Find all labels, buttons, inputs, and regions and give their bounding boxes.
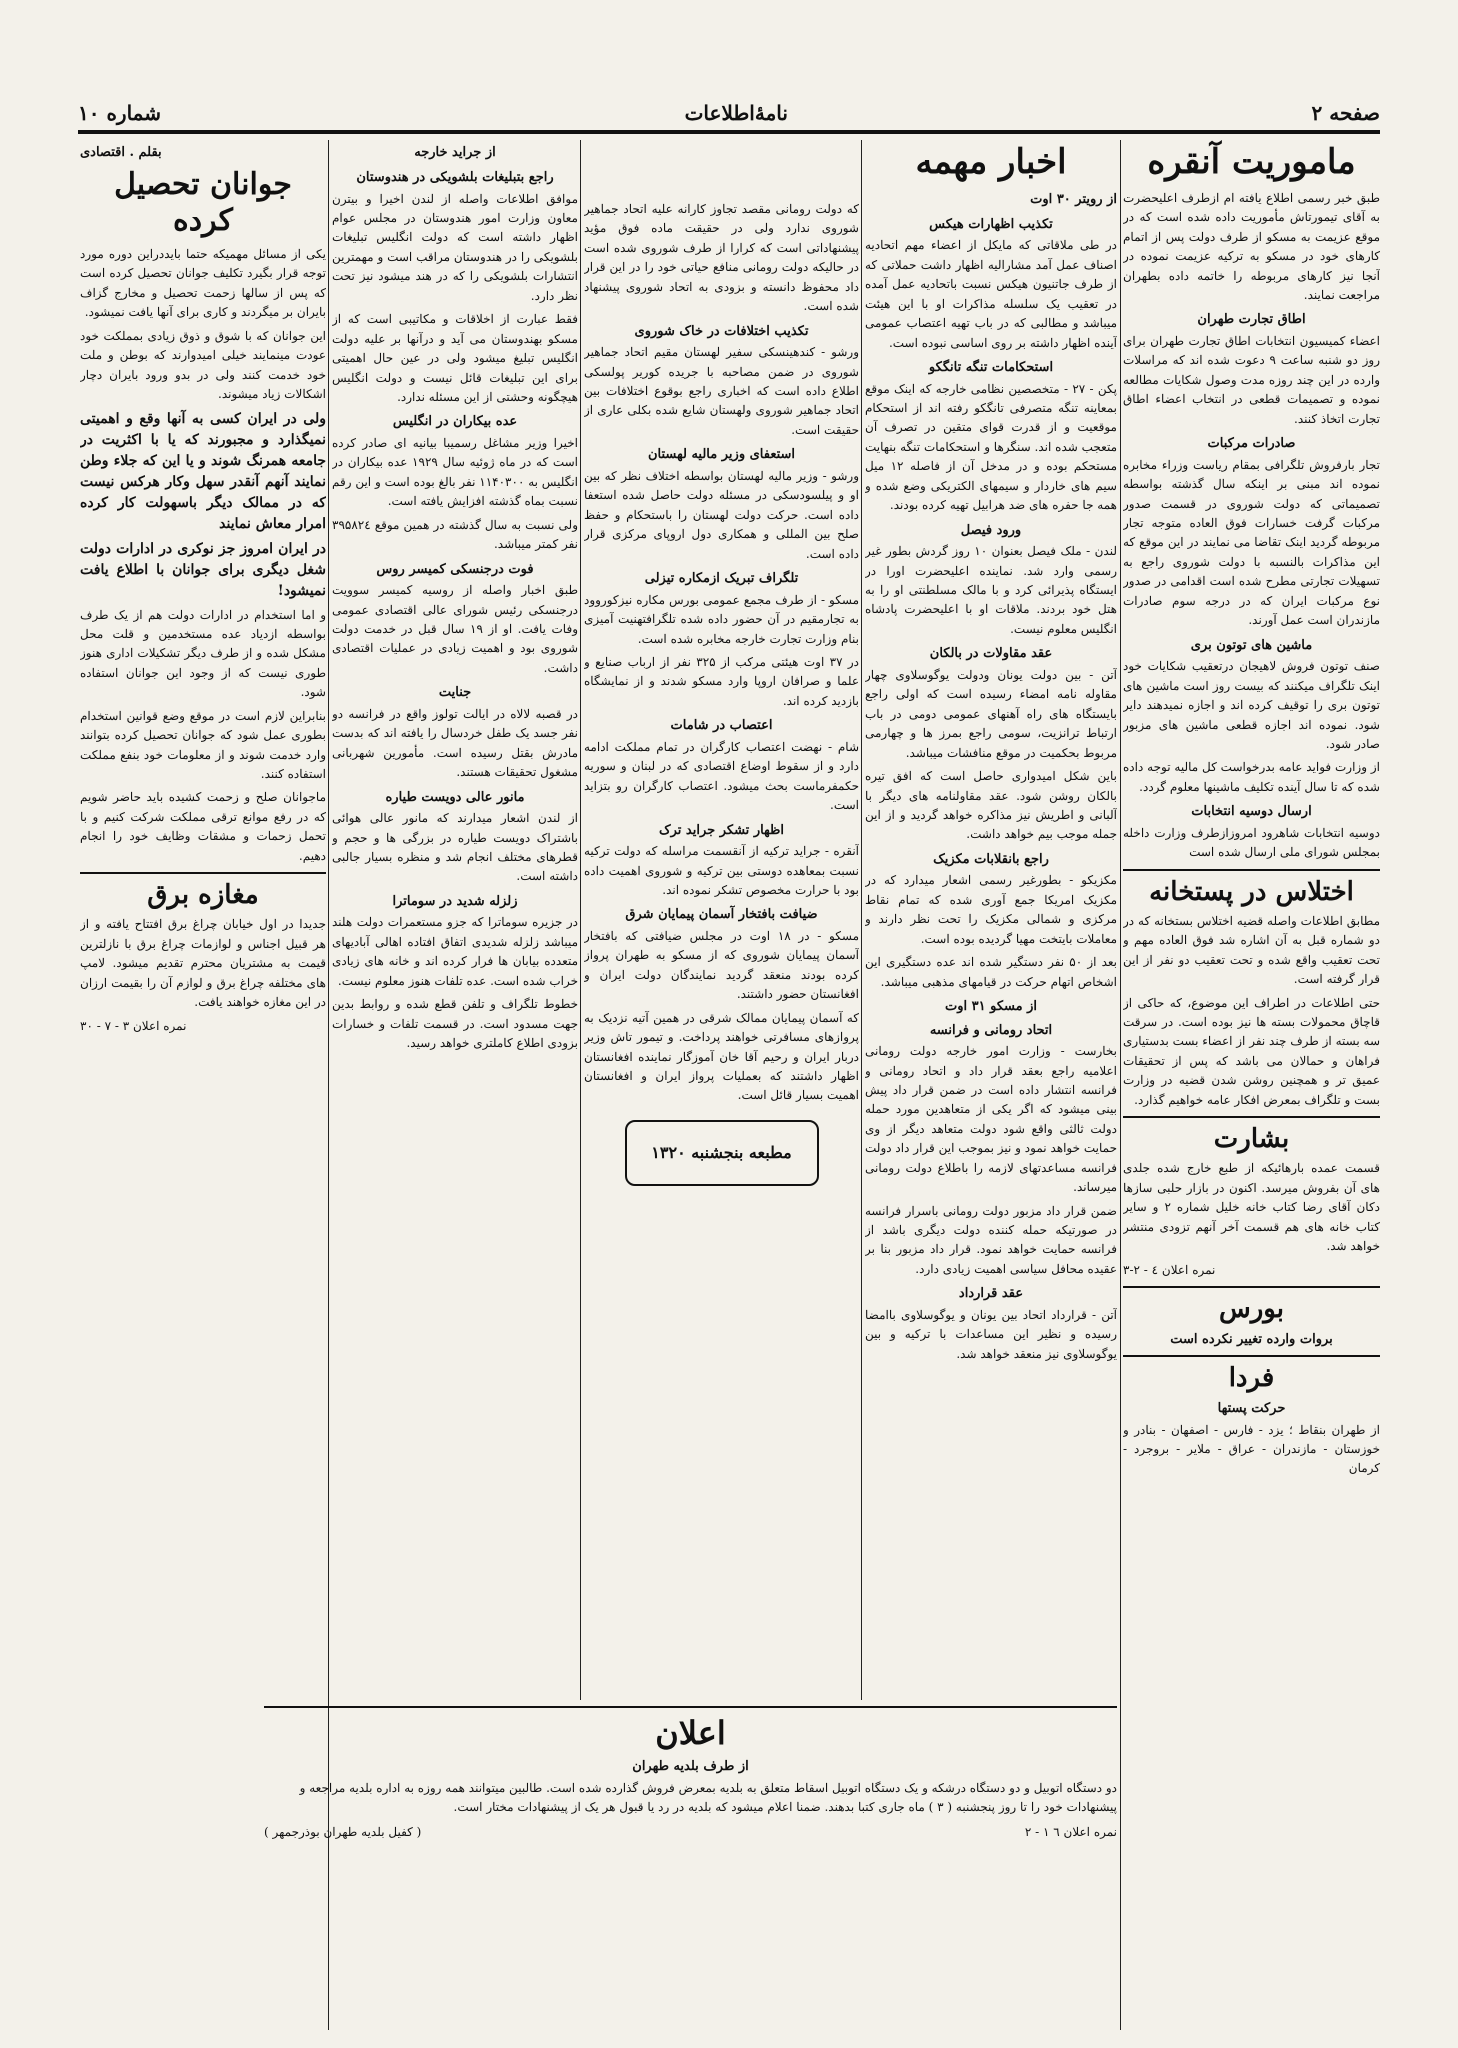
article-lithuania: ورشو - کندهینسکی سفیر لهستان مقیم اتحاد جماهیر شوروی در ضمن مصاحبه با جریده کوریر پولسکی اطلاع داده است که اخباری راجع بوقوع اختلافات بین اتحاد جماهیر شوروی ولهستان شایع شده بکلی عاری از حقیقت است. — [584, 345, 859, 437]
heading-balkans: عقد مقاولات در بالکان — [929, 646, 1053, 662]
kicker-foreign-press: از جراید خارجه — [414, 145, 496, 160]
heading-machines: ماشین های توتون بری — [1190, 637, 1313, 653]
heading-india: راجع بتبلیغات بلشویکی در هندوستان — [356, 170, 554, 186]
kicker-economic: بقلم . اقتصادی — [80, 145, 162, 160]
heading-plane: مانور عالی دویست طیاره — [385, 789, 525, 805]
ad-shop: جدیدا در اول خیابان چراغ برق افتتاح یافته و از هر قبیل اجناس و لوازمات چراغ برق با نازلترین قیمت به مشتریان محترم تقدیم میشود. لامپ های مختلفه چراغ برق و لوازم آن را بقیمت ارزان در این مغازه خواهند یافت. — [80, 917, 326, 1010]
ad-number: نمره اعلان ٤ - ٢-٣ — [1123, 1262, 1216, 1277]
article-banquet-2: که آسمان پیمایان ممالک شرقی در همین آتیه نزدیک به پروازهای مسافرتی خواهند پرداخت. و تیمور تاش وزیر دربار ایران و رحیم آقا خان آموزگار نماینده افغانستان اظهار داشتند که بعملیات پرواز ایران و افغانستان اهمیت بسیار قائل است. — [584, 1010, 859, 1103]
article-balkans-2: باین شکل امیدواری حاصل است که افق تیره بالکان روشن شود. عقد مقاولنامه های دیگر با آلبانی و اطریش نیز مذاکره خواهد گردید و از این جمله موجب بیم خواهد داشت. — [865, 769, 1117, 842]
article-graduates-bold-2: در ایران امروز جز نوکری در ادارات دولت شغل دیگری برای جوانان با اطلاع یافت نمیشود! — [80, 540, 326, 599]
divider — [1123, 869, 1380, 871]
stamp-label: مطبعه بنجشنبه ۱۳۲۰ — [651, 1142, 792, 1162]
heading-resign: استعفای وزیر مالیه لهستان — [647, 447, 796, 463]
headline-important-news: اخبار مهمه — [915, 142, 1067, 182]
article-plane: از لندن اشعار میدارند که مانور عالی هوائی باشتراک دویست طیاره در بزرگی ها و حجم و قطرهای مختلف انجام شد و منظره بسیار جالبی داشته است. — [332, 811, 578, 884]
article-machines: صنف توتون فروش لاهیجان درتعقیب شکایات خود اینک تلگراف میکنند که بیست روز است ماشین های توتون بری را توقیف کرده اند و اجازه نمیدهند دایر شود. نموده اند اجازه قطعی ماشین های مزبور صادر شود. — [1123, 659, 1380, 751]
article-union-2: ضمن قرار داد مزبور دولت رومانی باسرار فرانسه در صورتیکه حمله کننده دولت دیگری باشد از فرانسه حمایت خواهد نمود. قرار داد مزبور بنا بر عقیده محافل سیاسی اهمیت زیادی دارد. — [865, 1203, 1117, 1276]
headline-tomorrow: فردا — [1228, 1362, 1275, 1393]
article-graduates-4: بنابراین لازم است در موقع وضع قوانین استخدام بطوری عمل شود که جوانان تحصیل کرده بتوانند وارد خدمت شوند و از معلومات خود بنفع مملکت استفاده کنند. — [80, 708, 326, 782]
article-graduates-bold-1: ولی در ایران کسی به آنها وقع و اهمیتی نمیگذارد و مجبورند که یا با اکثریت در جامعه همرنگ شوند و یا این که جلاء وطن نمایند آنهم آنقدر سهل وکار هرکس نیست که در ممالک دیگر باسهولت کار کرده امرار معاش نمایند — [80, 410, 326, 532]
heading-unemployed: عده بیکاران در انگلیس — [392, 414, 518, 430]
heading-banquet: ضیافت بافتخار آسمان پیمایان شرق — [625, 907, 818, 923]
notice-subtitle: از طرف بلدیه طهران — [632, 1759, 749, 1774]
article-embezzle-2: حتی اطلاعات در اطراف این موضوع، که حاکی از قاچاق محمولات بسته ها نیز بوده است. در سرقت سه بسته از طرف چند نفر از اعضاء بست بدستیاری فراهان و حمالان می باشد که پس از تحقیقات عمیق تر و همچنین روشن شدن قضیه در وزارت بست و تلگراف بمعرض افکار عامه خواهیم گذارد. — [1123, 995, 1380, 1107]
article-quake-2: خطوط تلگراف و تلفن قطع شده و روابط بدین جهت مسدود است. در قسمت تلفات و خسارات بزودی اطلاع کاملتری خواهد رسید. — [332, 997, 578, 1051]
heading-turkish: اظهار تشکر جراید ترک — [658, 822, 785, 838]
heading-post: حرکت پستها — [1217, 1400, 1286, 1416]
article-ministry: از وزارت فواید عامه بدرخواست کل مالیه توجه داده شده که تا سال آینده تکلیف ماشینها معلوم گردد. — [1123, 760, 1380, 794]
headline-glad: بشارت — [1213, 1124, 1290, 1155]
column-rule — [861, 140, 862, 1700]
divider — [1123, 1286, 1380, 1288]
heading-crime: جنایت — [438, 685, 472, 701]
notice-signature: ( کفیل بلدیه طهران بوذرجمهر ) — [264, 1824, 422, 1839]
headline-embezzle: اختلاس در پستخانه — [1149, 876, 1354, 907]
divider — [1123, 1355, 1380, 1357]
heading-denial: تکذیب اظهارات هیکس — [929, 216, 1053, 232]
divider — [80, 872, 326, 874]
heading-contract: عقد قرارداد — [958, 1286, 1024, 1302]
heading-quake: زلزله شدید در سوماترا — [392, 893, 518, 909]
headline-ankara: ماموریت آنقره — [1147, 142, 1356, 182]
column-rule — [580, 140, 581, 1700]
notice-number: نمره اعلان ٦ ۱ - ۲ — [1024, 1824, 1117, 1839]
column-important-news — [865, 140, 1117, 1900]
bourse-note: بروات وارده تغییر نکرده است — [1170, 1332, 1333, 1348]
heading-faisal: ورود فیصل — [960, 522, 1022, 538]
heading-tiflis: تلگراف تبریک ازمکاره تیزلی — [644, 571, 799, 587]
article-forts: پکن - ۲۷ - متخصصین نظامی خارجه که اینک موقع بمعاینه تنگه متصرفی تانگکو رفته اند از استحکام موقعیت و از قدرت قوای متقین در تصرف آن متعجب شده اند. سنگرها و استحکامات تنگه بنهایت مستحکم بوده و در مدخل آن از فاصله ۱۲ میل سیم های خاردار و سیمهای الکتریکی وضع شده و همه جا حفره های ضد هرابیل تهیه کرده بودند. — [865, 381, 1117, 513]
reuters-dateline: از رویتر ۳۰ اوت — [1030, 191, 1117, 207]
article-unemployed: اخیرا وزیر مشاغل رسمیبا بیانیه ای صادر کرده است که در ماه ژوئیه سال ۱۹۲۹ عده بیکاران در انگلیس به ۱۱۴۰۳۰۰ نفر بالغ بوده است و این رقم نسبت بماه گذشته افزایش یافته است. — [332, 435, 578, 509]
article-union: بخارست - وزارت امور خارجه دولت رومانی اعلامیه راجع بعقد قرار داد و اتحاد رومانی و فرانسه انتشار داده است در ضمن قرار داد پیش بینی میشود که اگر یکی از متعاهدین مورد حمله دولت ثالثی واقع شود دولت متعاهد دیگر از وی حمایت خواهد نمود و نیز بموجب این قرار داد دولت فرانسه مساعدتهای لازمه را باطلاع دولت رومانی میرساند. — [865, 1044, 1117, 1195]
heading-union: اتحاد رومانی و فرانسه — [929, 1022, 1053, 1038]
article-mexico-2: بعد از ۵۰ نفر دستگیر شده اند عده دستگیری این اشخاص اتهام حرکت در قیامهای مذهبی میباشد. — [865, 955, 1117, 989]
article-exports: تجار بارفروش تلگرافی بمقام ریاست وزراء مخابره نموده اند مبنی بر اینکه سال گذشته بواسطه تصمیماتی که دولت شوروی در قسمت صدور مرکبات گرفت خسارات فوق العاده متوجه تجار مربوطه گردید اینک تقاضا می نمایند در این موقع که این مذاکرات بالنسبه با دولت شوروی راجع به تسهیلات تجارتی مطرح شده است اقدامی در صدور نوع مرکبات ایران که در درجه سوم صادرات مازندران است عمل آورند. — [1123, 457, 1380, 628]
ad-shop-number: نمره اعلان ۳ - ۷ - ۳۰ — [80, 1018, 187, 1033]
article-balkans: آتن - بین دولت یونان ودولت یوگوسلاوی چهار مقاوله نامه امضاء رسیده است که اولی راجع بایستگاه های راه آهنهای عمومی دومی در باب ارتباط ترانزیت، سومی راجع بمرز ها و چهارمی مربوط بحکمیت در موقع منافشات میباشد. — [865, 667, 1117, 760]
article-unemployed-2: ولی نسبت به سال گذشته در همین موقع ۳۹۵۸۲٤ نفر کمتر میباشد. — [332, 517, 578, 552]
printer-stamp — [625, 1120, 819, 1186]
municipality-notice — [264, 1700, 1117, 1978]
headline-graduates: جوانان تحصیل کرده — [114, 167, 292, 239]
heading-file: ارسال دوسیه انتخابات — [1191, 804, 1312, 820]
page-number: صفحه ۲ — [1311, 101, 1380, 125]
article-post: از طهران بنقاط ؛ یزد - فارس - اصفهان - بنادر و خوزستان - مازندران - عراق - ملایر - بروجرد - کرمان — [1123, 1422, 1380, 1476]
heading-chamber: اطاق تجارت طهران — [1197, 312, 1306, 328]
divider — [264, 1706, 1117, 1708]
article-graduates-2: این جوانان که با شوق و ذوق زیادی بمملکت خود عودت مینمایند خیلی امیدوارند که بوطن و ملت خود خدمت کنند ولی در بدو ورود بایران دچار اشکالات زیاد میشوند. — [80, 328, 326, 402]
headline-bourse: بورس — [1219, 1294, 1284, 1325]
article-turkish: آنقره - جراید ترکیه از آنقسمت مراسله که دولت ترکیه نسبت بمعاهده دوستی بین ترکیه و شوروی اهمیت داده بود با حرارت مخصوص تشکر نموده اند. — [584, 844, 859, 897]
article-denial: در طی ملاقاتی که مایکل از اعضاء مهم اتحادیه اصناف عمل آمد مشارالیه اظهار داشت حملاتی که از طرف جاتنیون هیکس نسبت باتحادیه عمل آمده در تعقیب یک سلسله مذاکرات او با این هیئت میباشد و مطالبی که در باب تهیه اعتصاب عمومی آینده اظهار داشته بر روی اساسی نبوده است. — [865, 238, 1117, 350]
article-graduates-5: ماجوانان صلح و زحمت کشیده باید حاضر شویم که در رفع موانع ترقی مملکت شرکت کنیم و با تحمل زحمات و مشقات وظایف خود را انجام دهیم. — [80, 790, 326, 863]
issue-number: شماره ۱۰ — [78, 101, 161, 125]
article-resign: ورشو - وزیر مالیه لهستان بواسطه اختلاف نظر که بین او و پیلسودسکی در مسئله دولت حاصل شده استعفا داده است. حرکت دولت لهستان را باستحکام و حفظ صلح بین المللی و همکاری دول اروپای مرکزی قرار داده است. — [584, 468, 859, 561]
column-rule — [1120, 140, 1121, 2030]
heading-strike: اعتصاب در شامات — [670, 718, 773, 734]
notice-title: اعلان — [655, 1714, 726, 1752]
heading-mexico: راجع بانقلابات مکزیک — [933, 851, 1049, 867]
article-crime: در قصبه لالاه در ایالت تولوز واقع در فرانسه دو نفر جسد یک طفل خردسال را یافته اند که بدست مادرش بقتل رسیده است. مأمورین شهربانی مشغول تحقیقات هستند. — [332, 706, 578, 780]
heading-lithuania: تکذیب اختلافات در خاک شوروی — [634, 323, 809, 339]
article-glad: قسمت عمده بارهائیکه از طبع خارج شده جلدی های آن بفروش میرسد. اکنون در بازار حلبی سازها دکان آقای رضا کتاب خانه خلیل شماره ۲ و سایر کتاب خانه های هم قسمت آخر آنهم تزودی منتشر خواهد شد. — [1123, 1161, 1380, 1254]
article-banquet: مسکو - در ۱۸ اوت در مجلس ضیافتی که بافتخار آسمان پیمایان شوروی که از مسکو به طهران پرواز کرده بودند منعقد گردید نمایندگان دولت ایران و افغانستان حضور داشتند. — [584, 928, 859, 1002]
article-graduates-1: یکی از مسائل مهمیکه حتما بایددراین دوره مورد توجه قرار بگیرد تکلیف جوانان تحصیل کرده است که پس از سالها زحمت تحصیل و مخارج گزاف بایران بر میگردند و کاری برای آنها یافت نمیشود. — [80, 247, 326, 320]
heading-forts: استحکامات تنگه تانگکو — [928, 360, 1054, 376]
article-embezzle: مطابق اطلاعات واصله قضیه اختلاس بستخانه که در دو شماره قبل به آن اشاره شد فوق العاده مهم و تحت تعقیب واقع شده و تحت تعقیب دو نفر از این قرار گرفته است. — [1123, 913, 1380, 987]
heading-exports: صادرات مرکبات — [1207, 436, 1296, 452]
article-file: دوسیه انتخابات شاهرود امروزازطرف وزارت داخله بمجلس شورای ملی ارسال شده است — [1123, 825, 1380, 860]
article-india-2: فقط عبارت از اخلاقات و مکاتیبی است که از مسکو بهندوستان می آید و درآنها بر علیه دولت انگلیس تبلیغ میشود ولی در عین حال اهمیتی برای این تبلیغات قائل نیست و دولت انگلیس هیچگونه وحشتی از این مسئله ندارد. — [332, 312, 578, 404]
article-contract: آتن - قرارداد اتحاد بین یونان و یوگوسلاوی باامضا رسیده و نظیر این مساعدات با ترکیه و بین یوگوسلاوی نیز منعقد خواهد شد. — [865, 1307, 1117, 1361]
article-strike: شام - نهضت اعتصاب کارگران در تمام مملکت ادامه دارد و از سقوط اوضاع اقتصادی که در لبنان و سوریه حکمفرماست بحث میشود. اعتصاب کارگران رو بتزاید است. — [584, 739, 859, 813]
masthead — [78, 100, 1380, 126]
article-india: موافق اطلاعات واصله از لندن اخیرا و بیترن معاون وزارت امور هندوستان در مجلس عوام اظهار داشته است که دولت انگلیس تبلیغات بلشویکی را در هندوستان مراقب است و مهمترین انتشارات بلشویکی را که در هند میشود نیز تحت نظر دارد. — [332, 191, 578, 303]
article-tiflis: مسکو - از طرف مجمع عمومی بورس مکاره نیزکوروود به تجارمقیم در آن حضور داده شده تلگرافتهنیت آمیزی بنام وزارت تجارت خارجه مخابره شده است. — [584, 592, 859, 646]
article-quake: در جزیره سوماترا که جزو مستعمرات دولت هلند میباشد زلزله شدیدی اتفاق افتاده اهالی آبادیهای متعدده بیابان ها فرار کرده اند و خانه های زیادی خراب شده است. عده تلفات هنوز معلوم نیست. — [332, 915, 578, 988]
article-faisal: لندن - ملک فیصل بعنوان ۱۰ روز گردش بطور غیر رسمی وارد شد. نماینده اعلیحضرت اورا در ایستگاه پذیرائی کرد و با مالک مسلطنتی او را به هتل خود بردند. ملاقات او با اعلیحضرت پادشاه انگلیس معلوم نیست. — [865, 544, 1117, 636]
divider — [1123, 1116, 1380, 1118]
article-mexico: مکزیکو - بطورغیر رسمی اشعار میدارد که در مکزیک امریکا جمع آوری شده که تمام نقاط مرکزی و شمالی مکزیک را تحت نظر دارند و معاملات بایتخت مهیا گردیده بوده است. — [865, 873, 1117, 946]
masthead-rule — [78, 130, 1380, 134]
heading-commissar: فوت درجنسکی کمیسر روس — [376, 561, 534, 577]
article-chamber: اعضاء کمیسیون انتخابات اطاق تجارت طهران برای روز دو شنبه ساعت ۹ دعوت شده اند که مراسلات وارده در این چند روزه مدت وصول شکایات مطالعه نموده و تصمیمات قطعی در انتخاب اعضاء اطاق تجارت اتخاذ کنند. — [1123, 333, 1380, 426]
column-middle — [584, 200, 859, 1700]
article-ankara: طبق خبر رسمی اطلاع یافته ام ازطرف اعلیحضرت به آقای تیمورتاش مأموریت داده شده است که در موقع عزیمت به مسکو از طرف دولت پس از اتمام کارهای خود در مسکو به ترکیه عزیمت نموده در آنجا نیز کارهای مربوطه را خاتمه داده بطهران مراجعت نمایند. — [1123, 190, 1380, 302]
article-commissar: طبق اخبار واصله از روسیه کمیسر سوویت درجنسکی رئیس شورای عالی اقتصادی عمومی وفات یافت. او از ۱۹ سال قبل در خدمت دولت شوروی بود و اهمیت زیادی در عملیات اقتصادی داشت. — [332, 583, 578, 675]
headline-shop: مغازه برق — [147, 880, 259, 911]
column-right — [1123, 140, 1380, 2030]
article-tiflis-2: در ۳۷ اوت هیئتی مرکب از ۳۲۵ نفر از ارباب صنایع و علما و صرافان اروپا وارد مسکو شدند و از نمایشگاه بازدید کرده اند. — [584, 654, 859, 708]
moscow-dateline: از مسکو ۳۱ اوت — [944, 999, 1038, 1015]
article-romania: که دولت رومانی مقصد تجاوز کارانه علیه اتحاد جماهیر شوروی ندارد ولی در حقیقت ماده فوق مؤید پیشنهاداتی است که کرارا از طرف شوروی شده است در حالیکه دولت رومانی منافع حیاتی خود را در این قرار داد محفوظ دانسته و بزودی به اتحاد شوروی پیشنهاد شده است. — [584, 202, 859, 314]
paper-title: نامۀاطلاعات — [684, 101, 788, 125]
notice-body: دو دستگاه اتوبیل و دو دستگاه درشکه و یک دستگاه اتوبیل اسقاط متعلق به بلدیه بمعرض فروش گذارده شده است. طالبین میتوانند همه روزه به اداره بلدیه مراجعه و پیشنهادات خود را تا روز پنجشنبه ( ۳ ) ماه جاری کتبا بدهند. ضمنا اعلام میشود که بلدیه در رد یا قبول هر یک از پیشنهادات مختار است. — [299, 1780, 1117, 1814]
article-graduates-3: و اما استخدام در ادارات دولت هم از یک طرف بواسطه ازدیاد عده مستخدمین و قلت محل مشکل شده و از طرف دیگر تشکیلات اداری هنوز طوری نیست که از وجود این جوانان استفاده شود. — [80, 607, 326, 700]
column-foreign-press — [332, 140, 578, 1660]
